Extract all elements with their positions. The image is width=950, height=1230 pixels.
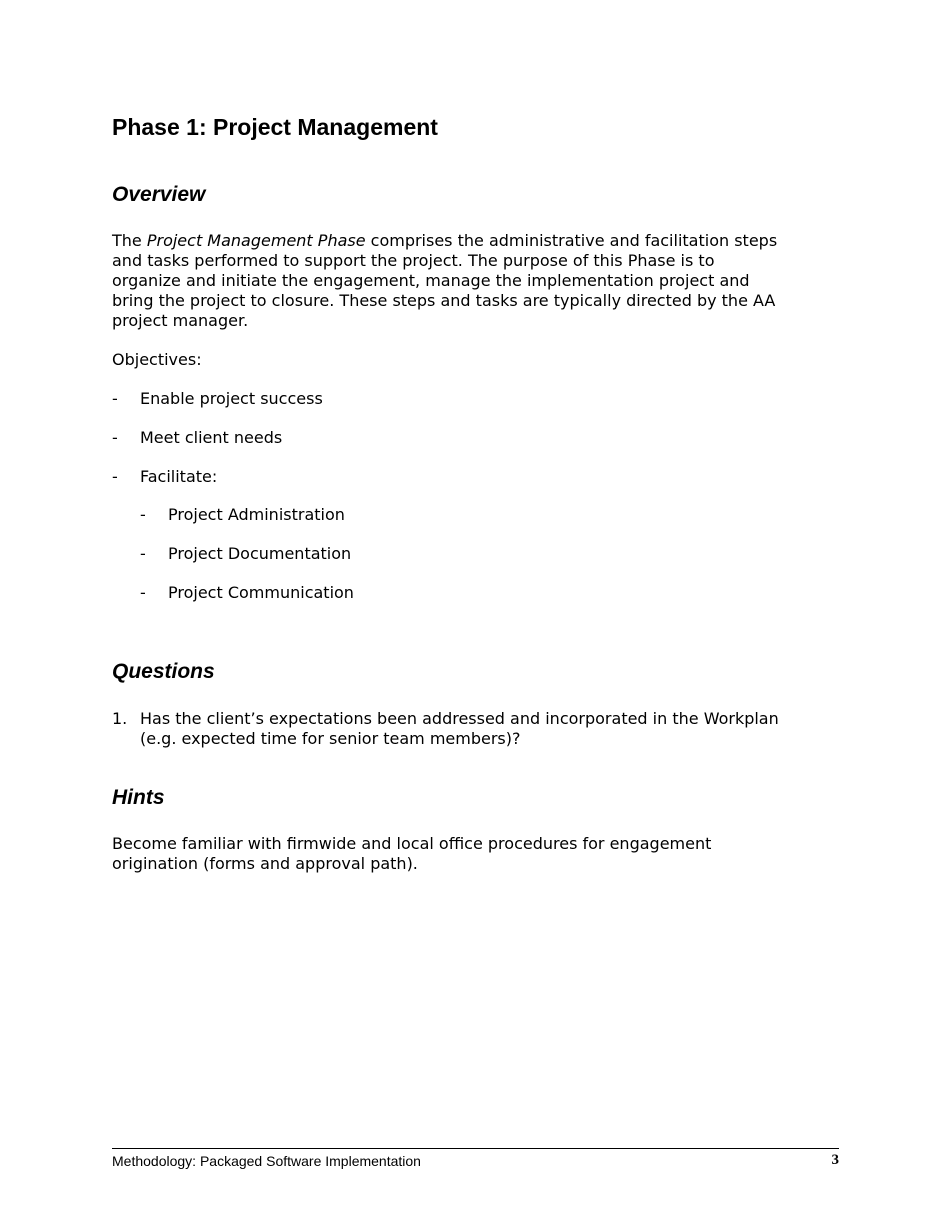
- overview-line-4: bring the project to closure. These steps and tasks are typically directed by the AA: [112, 291, 776, 310]
- bullet-dash: -: [112, 467, 118, 486]
- overview-heading: Overview: [112, 183, 206, 206]
- facilitate-item-text: Project Communication: [168, 583, 354, 602]
- overview-line-2: and tasks performed to support the project. The purpose of this Phase is to: [112, 251, 715, 270]
- bullet-dash: -: [112, 428, 118, 447]
- question-item: [112, 709, 839, 749]
- page-title: Phase 1: Project Management: [112, 114, 438, 140]
- objective-text: Meet client needs: [140, 428, 283, 447]
- bullet-dash: -: [140, 583, 146, 602]
- footer-label: Methodology: Packaged Software Implementation: [112, 1153, 421, 1169]
- bullet-dash: -: [140, 544, 146, 563]
- overview-line-3: organize and initiate the engagement, manage the implementation project and: [112, 271, 750, 290]
- page-number: 3: [831, 1152, 839, 1168]
- objective-text: Enable project success: [140, 389, 323, 408]
- questions-heading: Questions: [112, 660, 215, 683]
- question-number: 1.: [112, 709, 128, 728]
- facilitate-item-text: Project Documentation: [168, 544, 352, 563]
- hints-heading: Hints: [112, 786, 165, 809]
- hints-paragraph: Become familiar with firmwide and local office procedures for engagement origination (forms and approval path).: [112, 834, 712, 873]
- bullet-dash: -: [112, 389, 118, 408]
- overview-line-1: The Project Management Phase comprises the administrative and facilitation steps: [112, 231, 778, 250]
- document-page: [112, 0, 839, 1230]
- question-text: Has the client’s expectations been addressed and incorporated in the Workplan (e.g. expected time for senior team members)?: [140, 709, 779, 748]
- objective-text: Facilitate:: [140, 467, 218, 486]
- footer-divider: [112, 1148, 839, 1149]
- objectives-label: Objectives:: [112, 350, 202, 369]
- overview-line-5: project manager.: [112, 311, 249, 330]
- facilitate-item-text: Project Administration: [168, 505, 345, 524]
- overview-paragraph: [112, 231, 839, 331]
- phase-name-emphasis: Project Management Phase: [146, 231, 366, 250]
- bullet-dash: -: [140, 505, 146, 524]
